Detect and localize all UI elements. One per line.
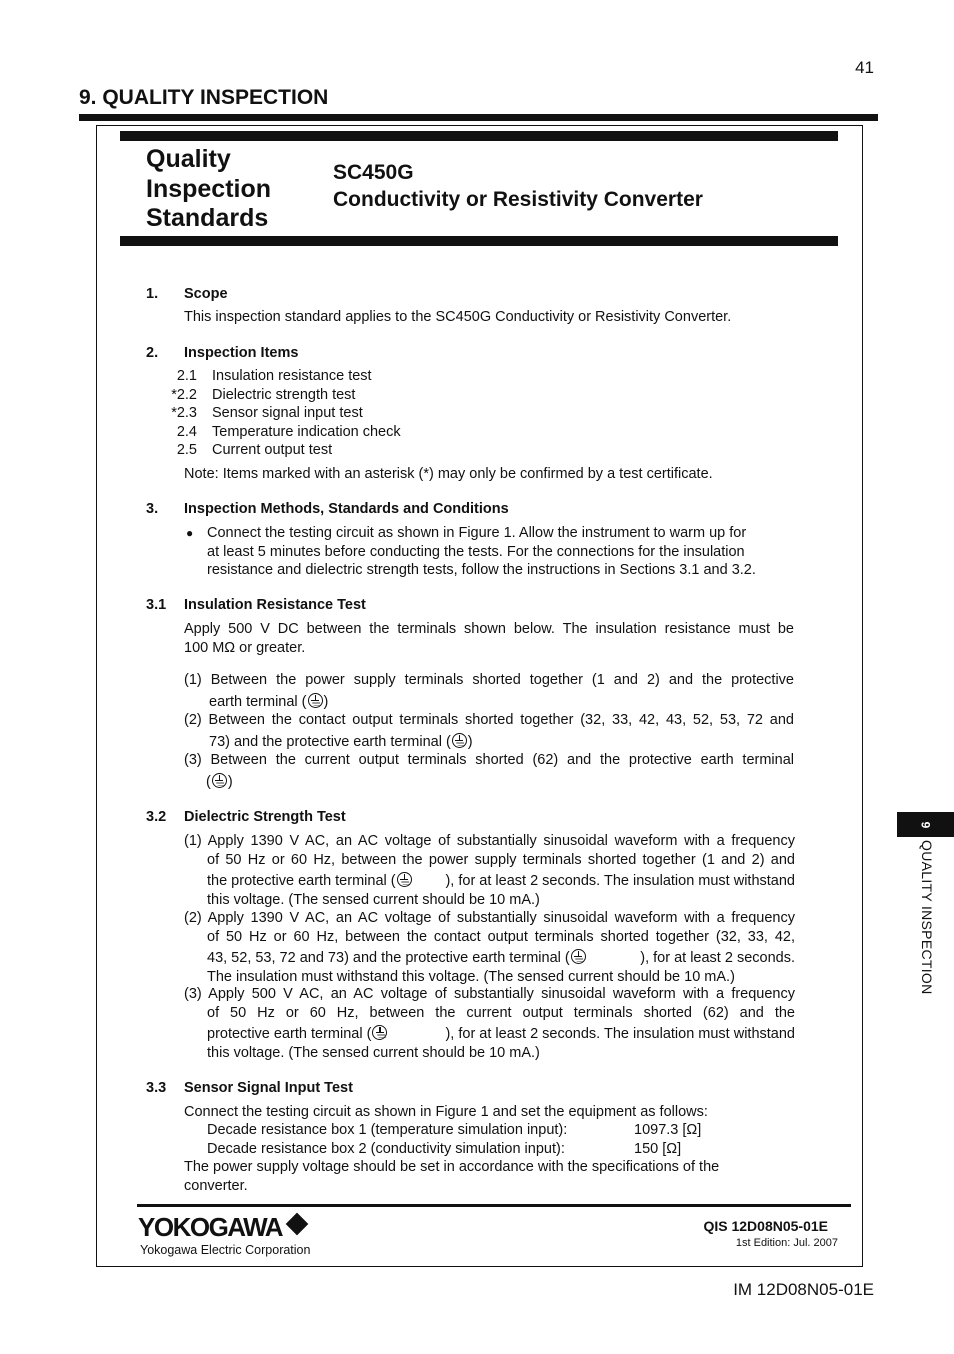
item-label: Sensor signal input test: [212, 405, 363, 421]
list-item: [170, 367, 401, 386]
item-number: 2.4: [176, 423, 197, 440]
title-bar-bottom: [120, 236, 838, 246]
qis-title-line: Inspection: [146, 174, 272, 203]
section-title: Sensor Signal Input Test: [184, 1080, 353, 1096]
note-text: Items marked with an asterisk (*) may only be confirmed by a test certificate.: [222, 466, 713, 482]
product-name: Conductivity or Resistivity Converter: [333, 188, 703, 211]
item-label: Current output test: [212, 442, 333, 458]
section-number: 3.1: [146, 597, 167, 613]
text-line: Apply 500 V DC between the terminals shown below. The insulation resistance must be: [184, 621, 794, 637]
text-line: (1) Between the power supply terminals shorted together (1 and 2) and the protective: [184, 672, 794, 688]
text-line: [184, 693, 794, 712]
bullet-icon: ●: [186, 526, 194, 540]
s33-intro: Connect the testing circuit as shown in Figure 1 and set the equipment as follows:: [184, 1104, 708, 1120]
setting-value: 150 [Ω]: [634, 1141, 682, 1157]
text-line: Connect the testing circuit as shown in Figure 1. Allow the instrument to warm up for: [207, 525, 747, 541]
text-line: of 50 Hz or 60 Hz, between the power supply terminals shorted together (1 and 2) and: [207, 851, 795, 868]
s31-item-2: [184, 711, 794, 751]
section-heading: 9. QUALITY INSPECTION: [79, 86, 329, 109]
text-line: 100 MΩ or greater.: [184, 639, 306, 656]
text-fragment: 73) and the protective earth terminal (: [209, 733, 451, 750]
product-model: SC450G: [333, 161, 414, 184]
text-fragment: ): [227, 773, 233, 790]
s33-outro: [184, 1158, 719, 1195]
protective-earth-icon: [372, 1025, 387, 1040]
list-item: [170, 386, 401, 405]
page-number: 41: [855, 58, 874, 77]
setting-label: Decade resistance box 1 (temperature simulation input):: [207, 1122, 568, 1138]
qis-title-line: Quality: [146, 145, 231, 173]
section-title: Dielectric Strength Test: [184, 809, 346, 825]
yokogawa-logo: YOKOGAWA: [138, 1212, 283, 1242]
edition: 1st Edition: Jul. 2007: [735, 1237, 838, 1249]
text-line: [184, 773, 794, 792]
text-line: resistance and dielectric strength tests, follow the instructions in Sections 3.1 and 3.2.: [207, 562, 756, 578]
item-number: 2.1: [176, 368, 197, 384]
item-number: *2.3: [171, 405, 197, 421]
s31-item-3: [184, 751, 794, 791]
text-line: of 50 Hz or 60 Hz, between the current output terminals shorted (62) and the: [207, 1004, 795, 1021]
text-fragment: ), for at least 2 seconds. The insulation must withstand: [445, 1026, 795, 1042]
chapter-tab[interactable]: [897, 812, 954, 837]
qis-title-line: Standards: [146, 204, 269, 232]
item-number: *2.2: [171, 386, 197, 403]
text-line: The power supply voltage should be set in accordance with the specifications of the: [184, 1159, 720, 1175]
text-fragment: ): [467, 733, 473, 750]
note: [184, 465, 713, 484]
im-number: IM 12D08N05-01E: [733, 1280, 874, 1299]
s31-intro: [184, 620, 794, 657]
title-bar-top: [120, 131, 838, 141]
text-fragment: (: [206, 773, 211, 790]
qis-title: [146, 145, 271, 234]
heading-rule: [79, 114, 878, 121]
text-fragment: protective earth terminal (: [207, 1026, 372, 1042]
item-label: Temperature indication check: [212, 423, 401, 440]
item-label: Dielectric strength test: [212, 386, 356, 403]
text-line: (3) Apply 500 V AC, an AC voltage of substantially sinusoidal waveform with a frequency: [184, 986, 795, 1002]
chapter-label: [917, 840, 935, 1015]
section-number: 3.2: [146, 809, 167, 825]
text-line: (1) Apply 1390 V AC, an AC voltage of substantially sinusoidal waveform with a frequency: [184, 833, 795, 849]
s32-item-3: [184, 985, 795, 1062]
setting-label: Decade resistance box 2 (conductivity simulation input):: [207, 1141, 565, 1157]
text-fragment: earth terminal (: [209, 693, 307, 710]
list-item: [170, 441, 401, 460]
section-title: Inspection Methods, Standards and Conditions: [184, 501, 509, 517]
text-line: [184, 872, 795, 891]
s32-item-2: [184, 909, 795, 986]
list-item: [170, 423, 401, 442]
text-line: [184, 733, 794, 752]
inspection-items-list: [170, 367, 401, 460]
section-title: Insulation Resistance Test: [184, 597, 366, 613]
text-line: (2) Apply 1390 V AC, an AC voltage of substantially sinusoidal waveform with a frequency: [184, 910, 795, 926]
note-label: Note:: [184, 466, 219, 482]
section-number: 3.3: [146, 1080, 167, 1096]
protective-earth-icon: [212, 773, 227, 788]
corporation-name: Yokogawa Electric Corporation: [140, 1243, 311, 1257]
text-line: (3) Between the current output terminals shorted (62) and the protective earth terminal: [184, 752, 794, 768]
protective-earth-icon: [397, 872, 412, 887]
protective-earth-icon: [308, 693, 323, 708]
item-number: 2.5: [176, 442, 197, 458]
chapter-number: 9: [918, 821, 933, 828]
text-line: The insulation must withstand this voltage. (The sensed current should be 10 mA.): [207, 968, 735, 985]
protective-earth-icon: [571, 949, 586, 964]
text-fragment: ): [323, 693, 329, 710]
setting-value: 1097.3 [Ω]: [634, 1122, 702, 1138]
item-label: Insulation resistance test: [212, 368, 372, 384]
s31-item-1: [184, 671, 794, 711]
protective-earth-icon: [452, 733, 467, 748]
section-number: 1.: [146, 286, 159, 302]
text-line: [184, 1025, 795, 1044]
text-line: (2) Between the contact output terminals shorted together (32, 33, 42, 43, 52, 53, 72 and: [184, 712, 794, 728]
section-number: 2.: [146, 345, 159, 361]
text-line: this voltage. (The sensed current should be 10 mA.): [207, 891, 540, 908]
text-line: this voltage. (The sensed current should be 10 mA.): [207, 1044, 540, 1061]
footer-rule: [137, 1204, 851, 1207]
text-fragment: the protective earth terminal (: [207, 873, 396, 889]
text-line: converter.: [184, 1177, 248, 1194]
text-line: of 50 Hz or 60 Hz, between the contact output terminals shorted together (32, 33, 42,: [207, 928, 795, 945]
chapter-label-text: QUALITY INSPECTION: [919, 840, 935, 995]
scope-text: This inspection standard applies to the SC450G Conductivity or Resistivity Converter.: [184, 309, 732, 325]
text-fragment: ), for at least 2 seconds.: [640, 950, 795, 966]
text-fragment: ), for at least 2 seconds. The insulation must withstand: [445, 873, 795, 889]
text-line: at least 5 minutes before conducting the tests. For the connections for the insulation: [207, 543, 745, 560]
list-item: [170, 404, 401, 423]
section-title: Scope: [184, 286, 228, 302]
methods-text: [207, 524, 756, 580]
text-fragment: 43, 52, 53, 72 and 73) and the protective earth terminal (: [207, 950, 570, 966]
qis-number: QIS 12D08N05-01E: [703, 1218, 828, 1234]
section-title: Inspection Items: [184, 345, 299, 361]
section-number: 3.: [146, 501, 159, 517]
s32-item-1: [184, 832, 795, 909]
text-line: [184, 949, 795, 968]
